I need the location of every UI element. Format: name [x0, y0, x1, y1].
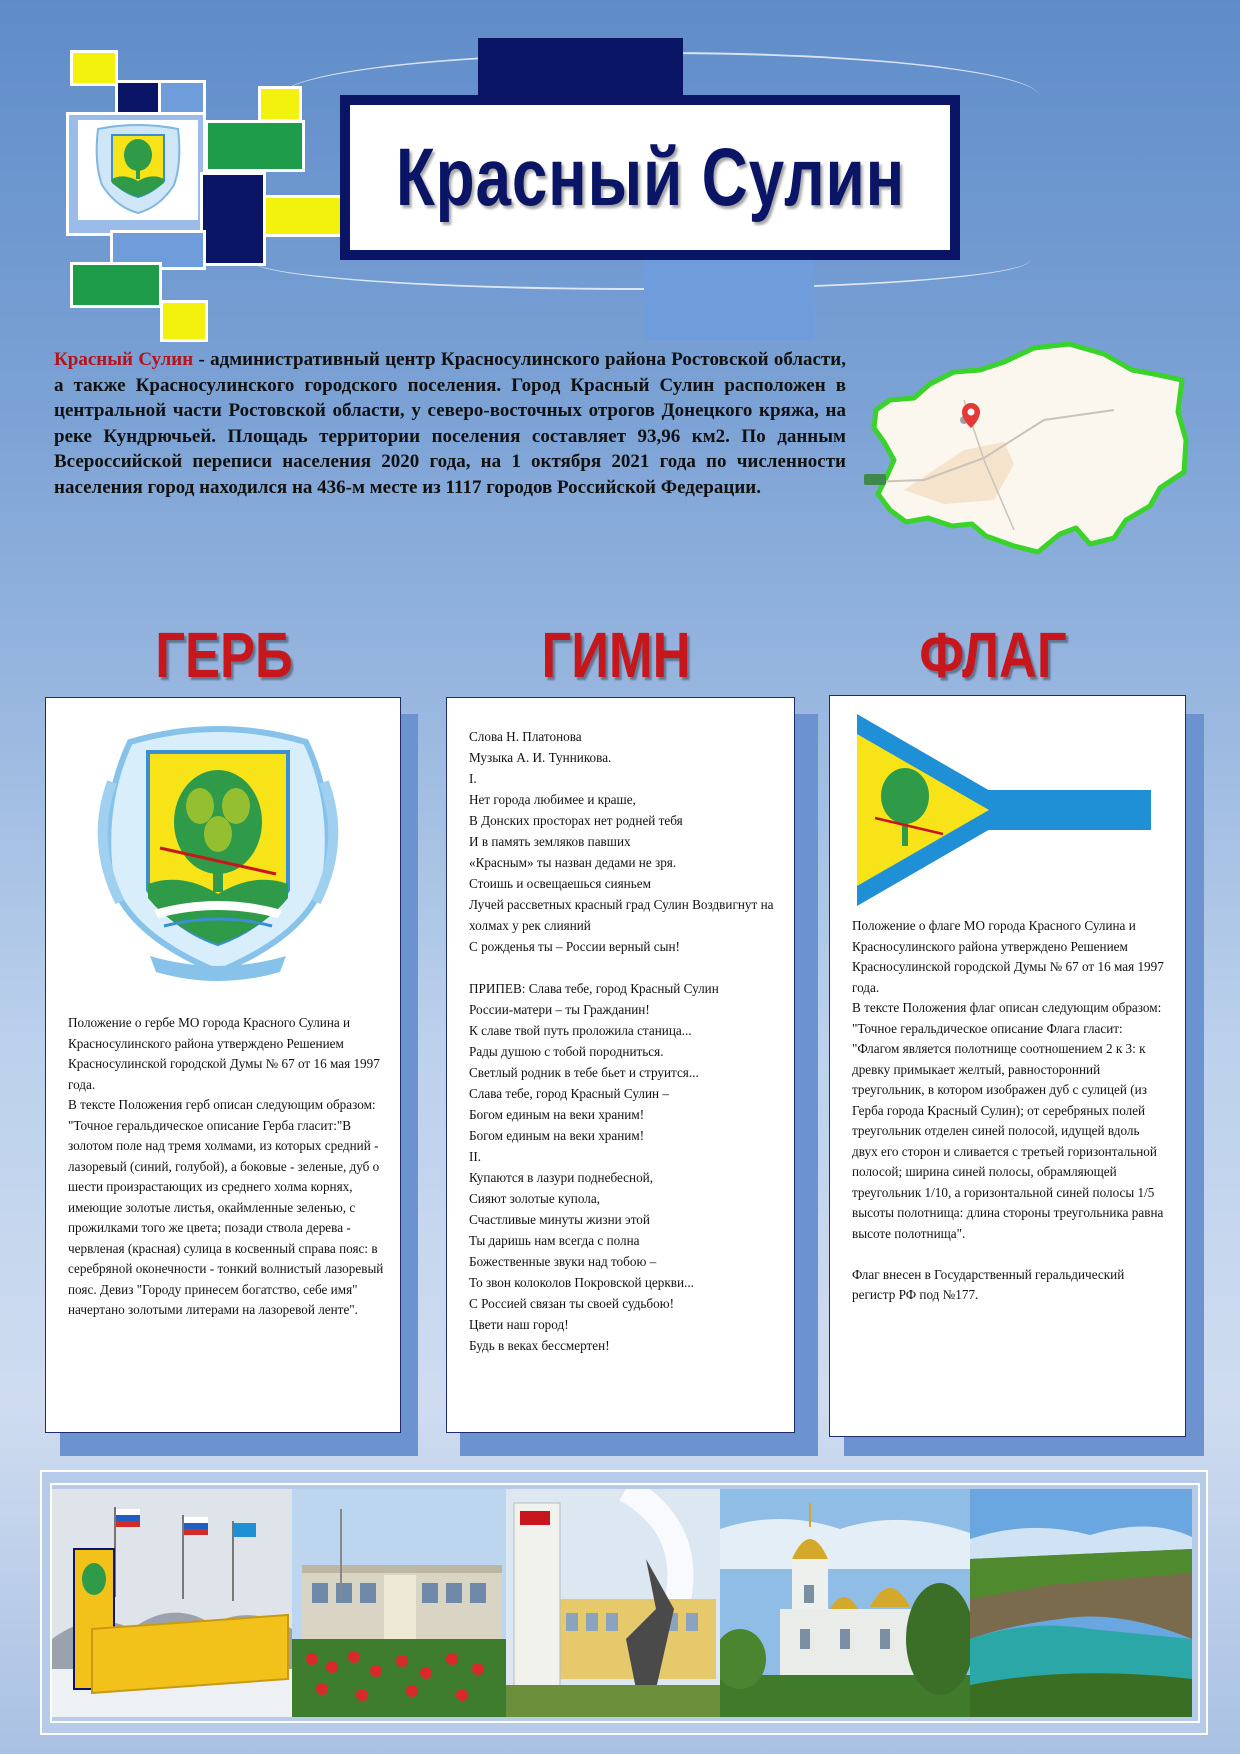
gerb-text: [68, 1013, 384, 1321]
coat-of-arms-icon: [90, 123, 186, 217]
anthem-line: Счастливые минуты жизни этой: [469, 1211, 650, 1227]
page-title: Красный Сулин: [395, 131, 905, 223]
district-map: [864, 340, 1194, 558]
flag-paragraph: [852, 1244, 1168, 1265]
anthem-line: Нет города любимее и краше,: [469, 792, 636, 807]
decor-square: [200, 172, 266, 266]
anthem-line: ПРИПЕВ: Слава тебе, город Красный Сулин: [469, 980, 719, 996]
intro-lead: Красный Сулин: [54, 349, 194, 370]
river-canyon-photo: [970, 1489, 1192, 1717]
decor-square: [258, 195, 348, 237]
coat-of-arms-image: [90, 722, 346, 990]
decor-square: [205, 120, 305, 172]
anthem-line: Цвети наш город!: [469, 1316, 569, 1332]
gerb-paragraph: Положение о гербе МО города Красного Сулина и Красносулинского района утверждено Решением Красносулинской городской Думы № 67 от 16 мая 1997 года.: [68, 1015, 380, 1092]
administration-building-photo: [292, 1489, 506, 1717]
anthem-line: То звон колоколов Покровской церкви...: [469, 1274, 694, 1290]
anthem-line: Богом единым на веки храним!: [469, 1127, 645, 1143]
anthem-line: Купаются в лазури поднебесной,: [469, 1169, 654, 1185]
anthem-line: Рады душою с тобой породниться.: [469, 1043, 664, 1059]
anthem-line: Богом единым на веки храним!: [469, 1106, 645, 1122]
anthem-line: Лучей рассветных красный град Сулин Воздвигнут на холмах у рек слияний: [469, 897, 774, 933]
anthem-line: И в память земляков павших: [469, 834, 631, 849]
decor-square: [70, 50, 118, 86]
intro-text: - административный центр Красносулинского района Ростовской области, а также Красносулинского городского поселения. Город Красный Сулин расположен в центральной части Ростовской области, у северо-восточных отрогов Донецкого кряжа, на реке Кундрючьей. Площадь территории поселения составляет 93,96 км2. По данным Всероссийской переписи населения 2020 года, на 1 октября 2021 года по численности населения город находился на 436-м месте из 1117 городов Российской Федерации.: [54, 349, 846, 498]
anthem-line: К славе твой путь проложила станица...: [469, 1022, 692, 1038]
decor-square: [258, 86, 302, 122]
anthem-line: Ты даришь нам всегда с полна: [469, 1232, 640, 1248]
heading-flag: ФЛАГ: [919, 619, 1067, 691]
flag-image: [857, 714, 1151, 906]
anthem-line: [469, 957, 779, 978]
anthem-line: С Россией связан ты своей судьбою!: [469, 1295, 674, 1311]
gimn-text: [469, 726, 779, 1356]
gerb-paragraph: "Точное геральдическое описание Герба гласит:"В золотом поле над тремя холмами, из которых средний - лазоревый (синий, голубой), а боковые - зеленые, дуб о шести произрастающих из среднего холма корнях, имеющие золотые листья, окаймленные зеленью, с прожилками того же цвета; позади ствола дерева - червленая (красная) сулица в косвенный справа пояс: в серебряной оконечности - тонкий волнистый лазоревый пояс. Девиз "Городу принесем богатство, себе имя" начертано золотыми литерами на лазоревой ленте".: [68, 1117, 384, 1317]
decor-square: [70, 262, 162, 308]
anthem-line: С рожденья ты – России верный сын!: [469, 939, 680, 954]
flag-text: [852, 916, 1168, 1306]
anthem-line: Будь в веках бессмертен!: [469, 1337, 610, 1353]
flag-paragraph: "Точное геральдическое описание Флага гласит: "Флагом является полотнище соотношением 2 к 3: к древку примыкает желтый, равносторонний треугольник, в котором изображен дуб с сулицей (из Герба города Красный Сулин); от серебряных полей треугольник отделен синей полосой, идущей вдоль двух его сторон и сливается с третьей горизонтальной полосой; ширина синей полосы, обрамляющей треугольник 1/10, а горизонтальной синей полосы 1/5 высоты полотнища: длина стороны треугольника равна высоте полотнища".: [852, 1020, 1164, 1241]
anthem-line: Музыка А. И. Тунникова.: [469, 750, 612, 765]
anthem-line: «Красным» ты назван дедами не зря.: [469, 855, 677, 870]
anthem-line: Слава тебе, город Красный Сулин –: [469, 1085, 669, 1101]
heading-gimn: ГИМН: [541, 619, 691, 691]
title-banner: [340, 95, 960, 260]
anthem-line: России-матери – ты Гражданин!: [469, 1001, 650, 1017]
anthem-line: I.: [469, 771, 477, 786]
anthem-line: Сияют золотые купола,: [469, 1190, 601, 1206]
anthem-line: В Донских просторах нет родней тебя: [469, 813, 683, 828]
decor-square: [478, 38, 683, 100]
gerb-paragraph: В тексте Положения герб описан следующим образом:: [68, 1097, 376, 1112]
war-memorial-photo: [506, 1489, 720, 1717]
anthem-line: Божественные звуки над тобою –: [469, 1253, 657, 1269]
header-logo: [78, 120, 198, 220]
church-photo: [720, 1489, 970, 1717]
heading-gerb: ГЕРБ: [155, 619, 293, 691]
anthem-line: Слова Н. Платонова: [469, 729, 582, 744]
flag-paragraph: Флаг внесен в Государственный геральдический регистр РФ под №177.: [852, 1266, 1125, 1302]
anthem-line: Стоишь и освещаешься сияньем: [469, 876, 651, 891]
flag-paragraph: В тексте Положения флаг описан следующим образом:: [852, 1000, 1162, 1015]
decor-square: [160, 300, 208, 342]
intro-paragraph: [54, 347, 846, 500]
anthem-line: II.: [469, 1148, 482, 1164]
anthem-line: Светлый родник в тебе бьет и струится...: [469, 1064, 699, 1080]
flag-paragraph: Положение о флаге МО города Красного Сулина и Красносулинского района утверждено Решением Красносулинской городской Думы № 67 от 16 мая 1997 года.: [852, 918, 1164, 995]
city-entrance-sign-photo: [52, 1489, 292, 1717]
